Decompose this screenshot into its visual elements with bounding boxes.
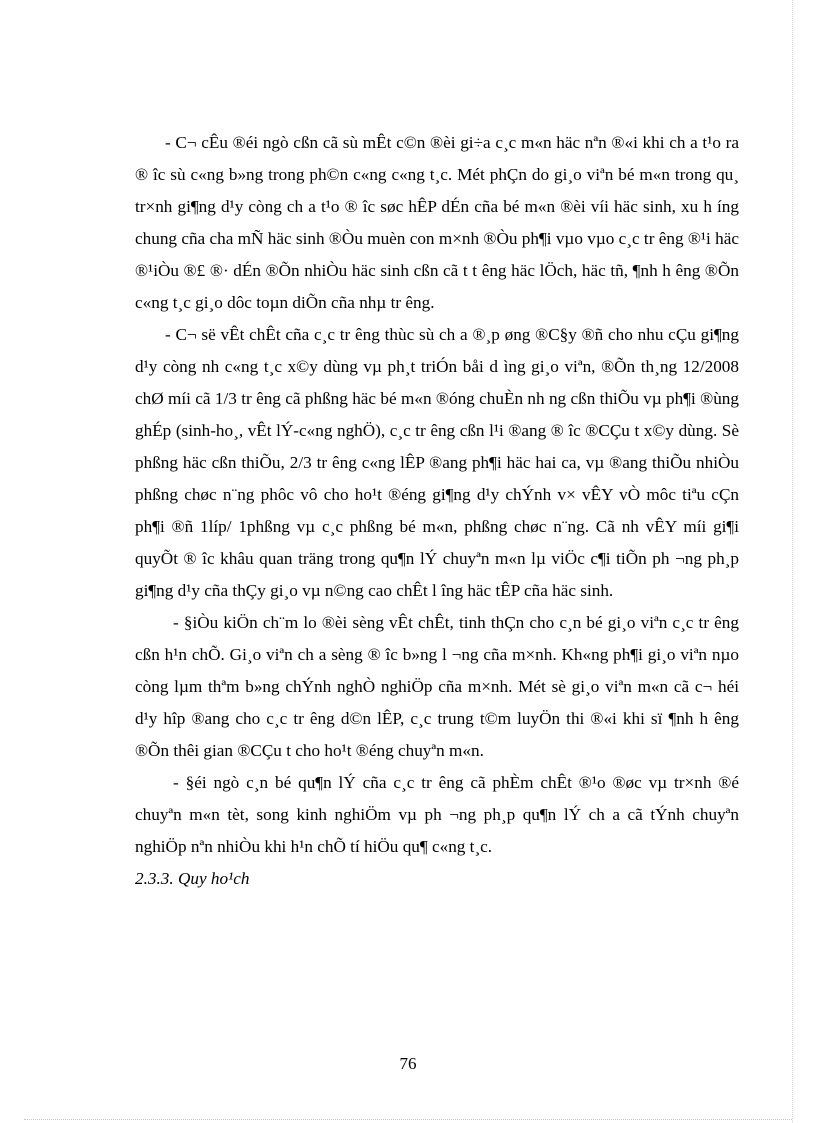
paragraph-3: - §iÒu kiÖn ch¨m lo ®èi sèng vÊt chÊt, tinh thÇn cho c¸n bé gi¸o viªn c¸c tr êng cßn h¹n chÕ. Gi¸o viªn ch a sèng ® îc b»ng l ¬ng cña m×nh. Kh«ng ph¶i gi¸o viªn nµo còng lµm thªm b»ng chÝnh nghÒ nghiÖp cña m×nh. Mét sè gi¸o viªn m«n cã c¬ héi d¹y hîp ®ang cho c¸c tr êng d©n lÊP, c¸c trung t©m luyÖn thi ®«i khi sï ¶nh h êng ®Õn thêi gian ®CÇu t cho ho¹t ®éng chuyªn m«n. bbox=[135, 613, 739, 760]
paragraph-4: - §éi ngò c¸n bé qu¶n lÝ cña c¸c tr êng cã phÈm chÊt ®¹o ®øc vµ tr×nh ®é chuyªn m«n tèt, song kinh nghiÖm vµ ph ¬ng ph¸p qu¶n lÝ ch a cã tÝnh chuyªn nghiÖp nªn nhiÒu khi h¹n chÕ tí hiÖu qu¶ c«ng t¸c. bbox=[135, 773, 739, 856]
page-bottom-divider bbox=[24, 1119, 792, 1120]
page-number: 76 bbox=[399, 1054, 417, 1073]
section-heading: 2.3.3. Quy ho¹ch bbox=[135, 869, 250, 888]
body-text bbox=[135, 127, 739, 895]
page-right-divider bbox=[792, 0, 793, 1123]
paragraph-2: - C¬ së vÊt chÊt cña c¸c tr êng thùc sù ch a ®¸p øng ®C§y ®ñ cho nhu cÇu gi¶ng d¹y còng nh c«ng t¸c x©y dùng vµ ph¸t triÓn båi d ìng gi¸o viªn, ®Õn th¸ng 12/2008 chØ míi cã 1/3 tr êng cã phßng häc bé m«n ®óng chuÈn nh ng cßn thiÕu vµ ph¶i ®ùng ghÉp (sinh-ho¸, vÊt lÝ-c«ng nghÖ), c¸c tr êng cßn l¹i ®ang ® îc ®CÇu t x©y dùng. Sè phßng häc cßn thiÕu, 2/3 tr êng c«ng lÊP ®ang ph¶i häc hai ca, vµ ®ang thiÕu nhiÒu phßng chøc n¨ng phôc vô cho ho¹t ®éng gi¶ng d¹y chÝnh v× vÊY vÒ môc tiªu cÇn ph¶i ®ñ 1líp/ 1phßng vµ c¸c phßng bé m«n, phßng chøc n¨ng. Cã nh vÊY míi gi¶i quyÕt ® îc khâu quan träng trong qu¶n lÝ chuyªn m«n lµ viÖc c¶i tiÕn ph ¬ng ph¸p gi¶ng d¹y cña thÇy gi¸o vµ n©ng cao chÊt l îng häc tÊP cña häc sinh. bbox=[135, 325, 739, 600]
paragraph-1: - C¬ cÊu ®éi ngò cßn cã sù mÊt c©n ®èi gi÷a c¸c m«n häc nªn ®«i khi ch a t¹o ra ® îc sù c«ng b»ng trong ph©n c«ng c«ng t¸c. Mét phÇn do gi¸o viªn bé m«n trong qu¸ tr×nh gi¶ng d¹y còng ch a t¹o ® îc søc hÊP dÉn cña bé m«n ®èi víi häc sinh, xu h íng chung cña cha mÑ häc sinh ®Òu muèn con m×nh ®Òu ph¶i vµo vµo c¸c tr êng ®¹i häc ®¹iÒu ®£ ®· dÉn ®Õn nhiÒu häc sinh cßn cã t t êng häc lÖch, häc tñ, ¶nh h êng ®Õn c«ng t¸c gi¸o dôc toµn diÕn cña nhµ tr êng. bbox=[135, 133, 739, 312]
